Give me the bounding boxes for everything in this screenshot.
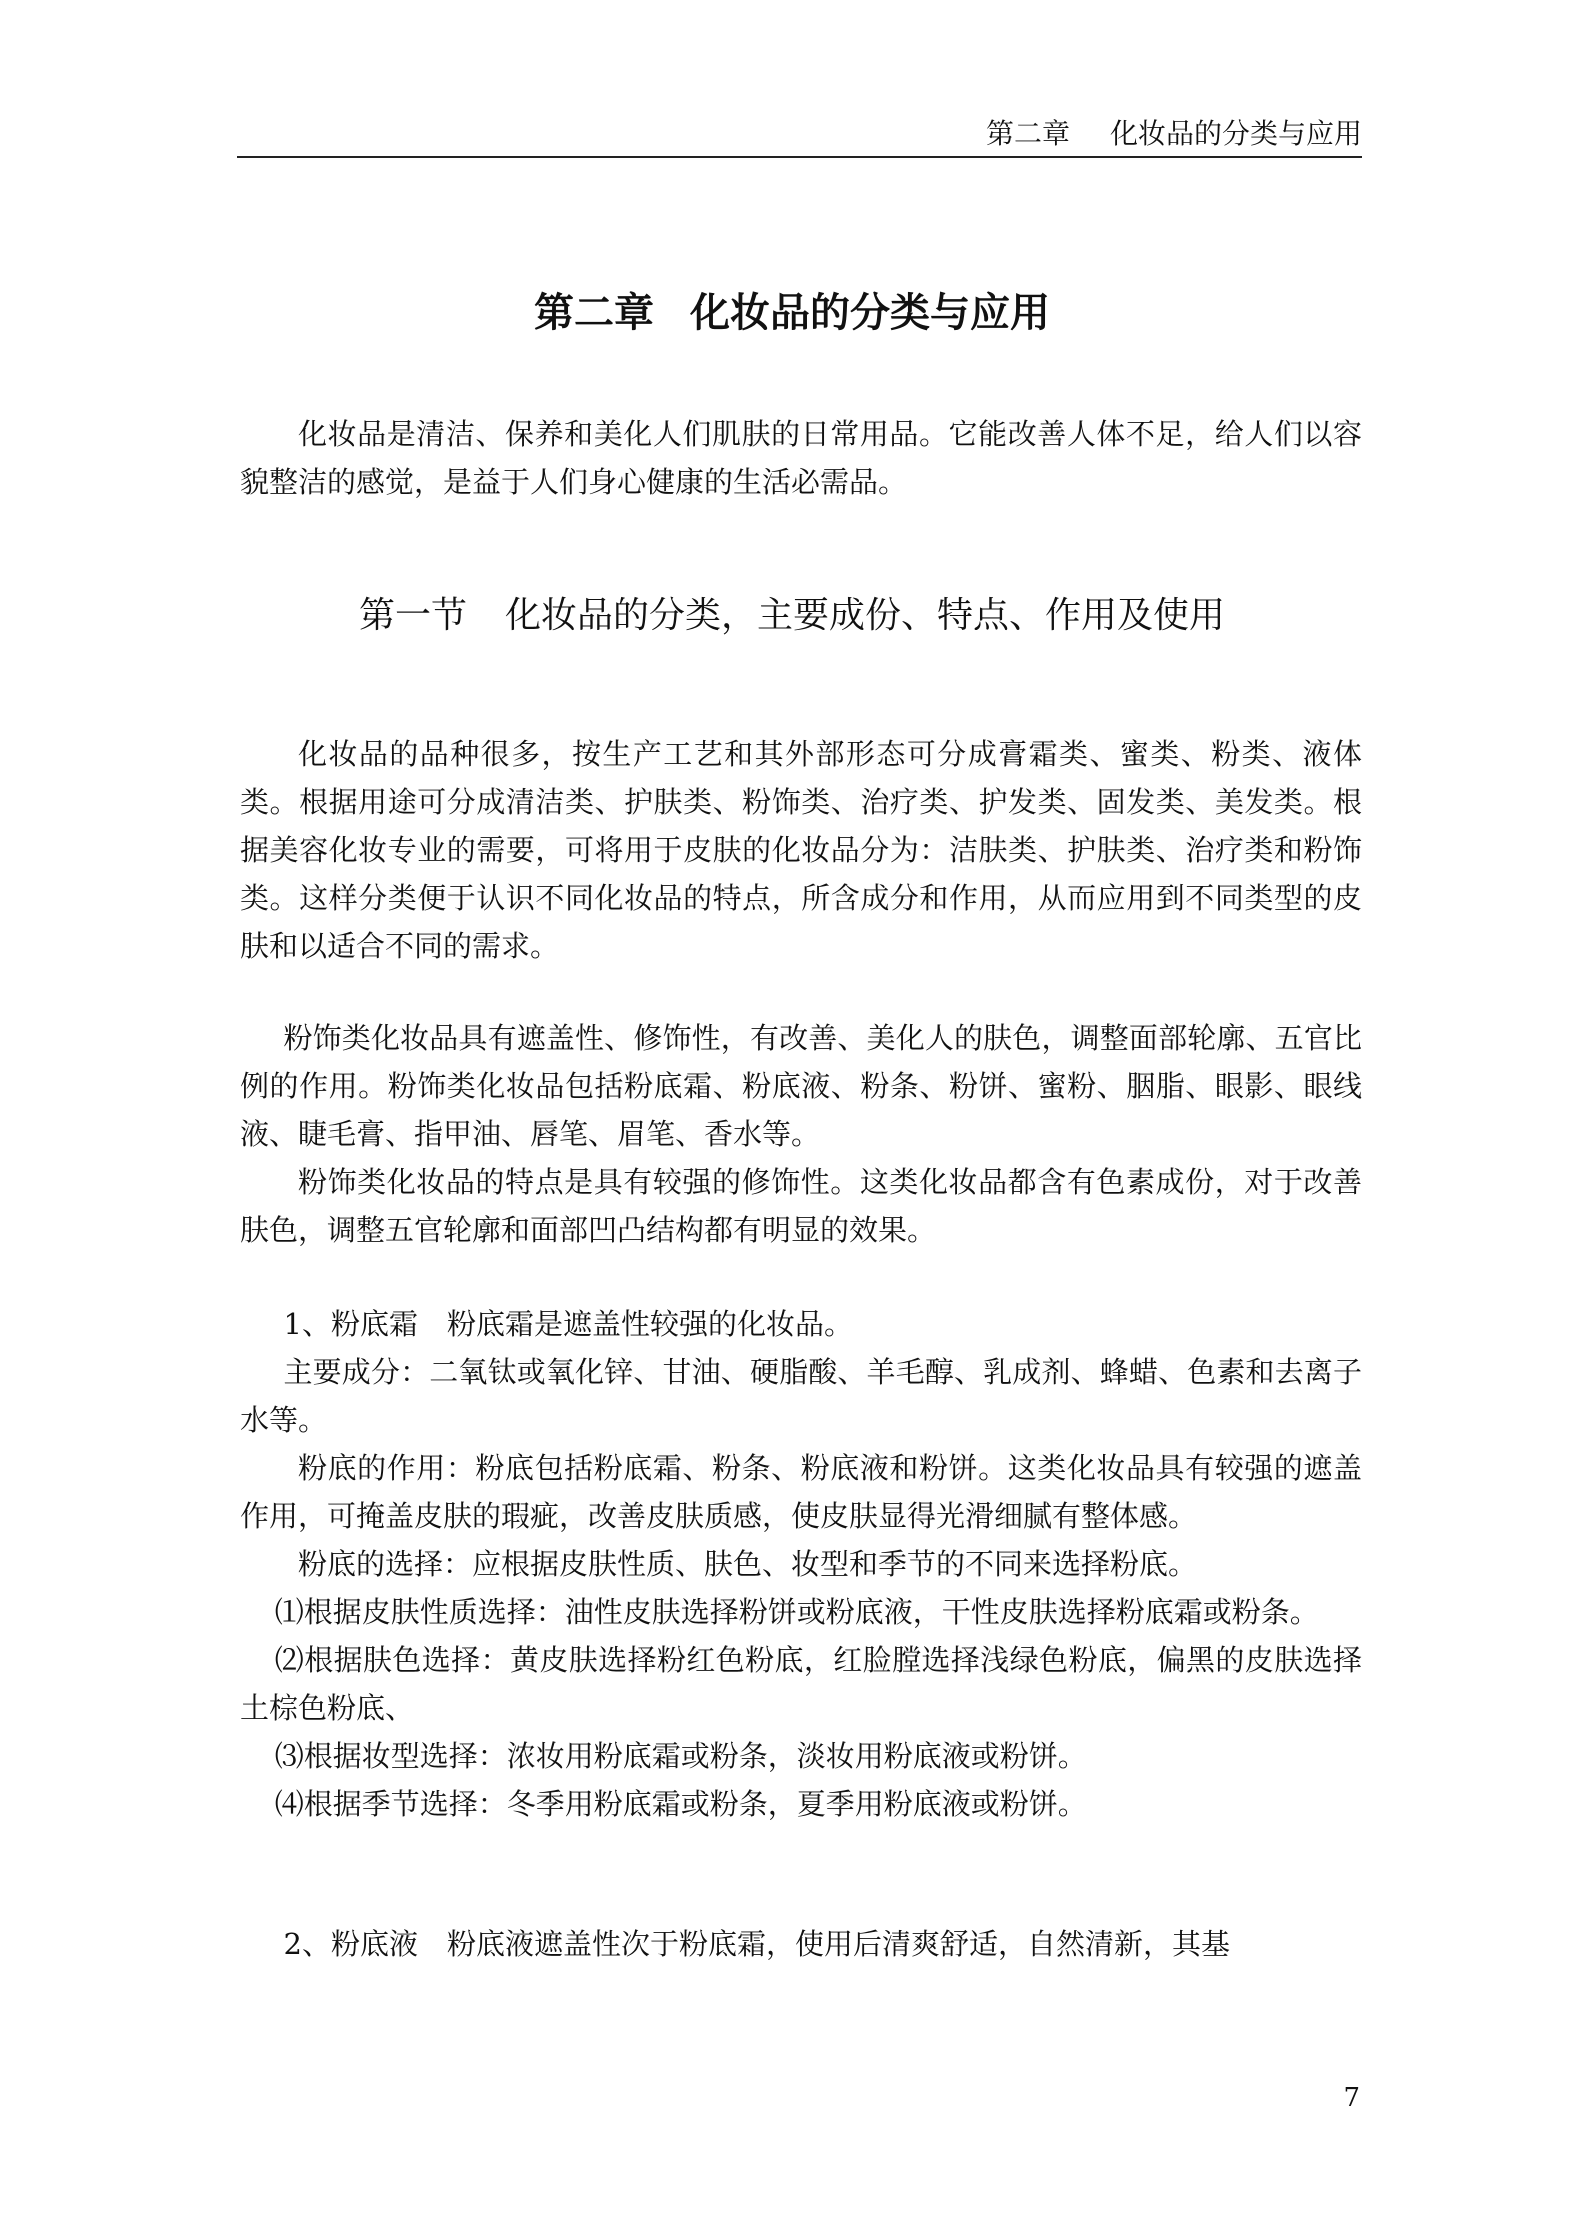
section-number: 第一节 bbox=[358, 595, 467, 636]
section-title bbox=[0, 588, 1584, 644]
classification-paragraph: 化妆品的品种很多，按生产工艺和其外部形态可分成膏霜类、蜜类、粉类、液体类。根据用途可分成清洁类、护肤类、粉饰类、治疗类、护发类、固发类、美发类。根据美容化妆专业的需要，可将用于皮肤的化妆品分为：洁肤类、护肤类、治疗类和粉饰类。这样分类便于认识不同化妆品的特点，所含成分和作用，从而应用到不同类型的皮肤和以适合不同的需求。 bbox=[240, 737, 1362, 963]
foundation-liquid-block bbox=[240, 1920, 1362, 1968]
intro-paragraph: 化妆品是清洁、保养和美化人们肌肤的日常用品。它能改善人体不足，给人们以容貌整洁的感觉，是益于人们身心健康的生活必需品。 bbox=[240, 417, 1362, 499]
page-number: 7 bbox=[1343, 2083, 1360, 2113]
choice-item-4: ⑷根据季节选择：冬季用粉底霜或粉条，夏季用粉底液或粉饼。 bbox=[274, 1787, 1087, 1821]
main-ingredients-paragraph: 主要成分：二氧钛或氧化锌、甘油、硬脂酸、羊毛醇、乳成剂、蜂蜡、色素和去离子水等。 bbox=[240, 1355, 1362, 1437]
running-header-chapter: 第二章 bbox=[985, 117, 1070, 150]
foundation-block bbox=[240, 1300, 1362, 1828]
running-header-title: 化妆品的分类与应用 bbox=[1109, 117, 1362, 150]
chapter-title-text: 化妆品的分类与应用 bbox=[690, 290, 1050, 336]
section-title-text: 化妆品的分类，主要成份、特点、作用及使用 bbox=[505, 595, 1226, 636]
powder-block bbox=[240, 1014, 1362, 1254]
powder-intro-paragraph: 粉饰类化妆品具有遮盖性、修饰性，有改善、美化人的肤色，调整面部轮廓、五官比例的作用。粉饰类化妆品包括粉底霜、粉底液、粉条、粉饼、蜜粉、胭脂、眼影、眼线液、睫毛膏、指甲油、唇笔、眉笔、香水等。 bbox=[240, 1021, 1362, 1151]
foundation-effect-paragraph: 粉底的作用：粉底包括粉底霜、粉条、粉底液和粉饼。这类化妆品具有较强的遮盖作用，可掩盖皮肤的瑕疵，改善皮肤质感，使皮肤显得光滑细腻有整体感。 bbox=[240, 1451, 1362, 1533]
choice-item-1: ⑴根据皮肤性质选择：油性皮肤选择粉饼或粉底液，干性皮肤选择粉底霜或粉条。 bbox=[274, 1595, 1319, 1629]
classification-block bbox=[240, 730, 1362, 970]
running-header bbox=[237, 112, 1362, 158]
foundation-choice-paragraph: 粉底的选择：应根据皮肤性质、肤色、妆型和季节的不同来选择粉底。 bbox=[298, 1547, 1198, 1581]
foundation-cream-heading: 1、粉底霜 粉底霜是遮盖性较强的化妆品。 bbox=[283, 1307, 853, 1341]
choice-item-3: ⑶根据妆型选择：浓妆用粉底霜或粉条，淡妆用粉底液或粉饼。 bbox=[274, 1739, 1087, 1773]
foundation-liquid-paragraph: 2、粉底液 粉底液遮盖性次于粉底霜，使用后清爽舒适，自然清新，其基 bbox=[283, 1927, 1230, 1961]
powder-features-paragraph: 粉饰类化妆品的特点是具有较强的修饰性。这类化妆品都含有色素成份，对于改善肤色，调整五官轮廓和面部凹凸结构都有明显的效果。 bbox=[240, 1165, 1362, 1247]
intro-block bbox=[240, 410, 1362, 506]
choice-item-2: ⑵根据肤色选择：黄皮肤选择粉红色粉底，红脸膛选择浅绿色粉底，偏黑的皮肤选择土棕色粉底、 bbox=[240, 1643, 1362, 1725]
chapter-number: 第二章 bbox=[534, 290, 654, 336]
chapter-title bbox=[0, 283, 1584, 343]
